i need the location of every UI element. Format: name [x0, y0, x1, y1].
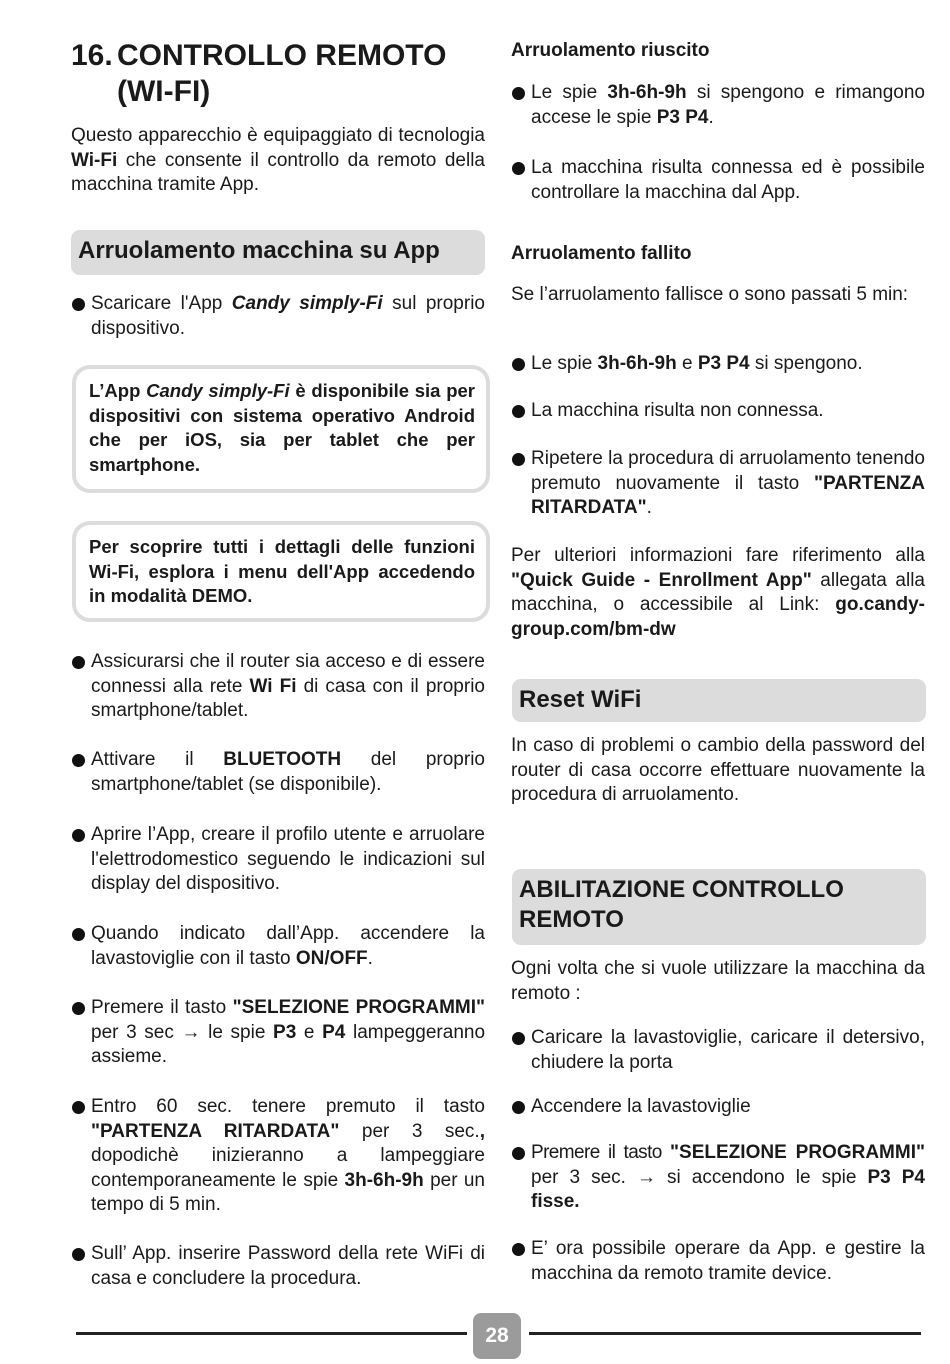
- bullet-failed-repeat: Ripetere la procedura di arruolamento tenendo premuto nuovamente il tasto "PARTENZA RITARDATA".: [511, 447, 925, 521]
- page-number: 28: [473, 1313, 521, 1359]
- more-info-paragraph: Per ulteriori informazioni fare riferimento alla "Quick Guide - Enrollment App" allegata alla macchina, o accessibile al Link: go.candy-group.com/bm-dw: [511, 545, 925, 640]
- footer-divider-left: [76, 1332, 467, 1335]
- bullet-password: Sull’ App. inserire Password della rete WiFi di casa e concludere la procedura.: [71, 1242, 485, 1291]
- arrow-right-icon: →: [636, 1166, 656, 1188]
- heading-failed: Arruolamento fallito: [511, 243, 692, 264]
- section-heading-enroll: Arruolamento macchina su App: [71, 230, 485, 275]
- bullet-delayed-start: Entro 60 sec. tenere premuto il tasto "PARTENZA RITARDATA" per 3 sec., dopodichè inizieranno a lampeggiare contemporaneamente le spie 3h-6h-9h per un tempo di 5 min.: [71, 1095, 485, 1218]
- failed-intro: Se l’arruolamento fallisce o sono passati 5 min:: [511, 284, 909, 305]
- bullet-router: Assicurarsi che il router sia acceso e di essere connessi alla rete Wi Fi di casa con il proprio smartphone/tablet.: [71, 650, 485, 724]
- intro-paragraph: Questo apparecchio è equipaggiato di tecnologia Wi-Fi che consente il controllo da remoto della macchina tramite App.: [71, 125, 485, 195]
- bullet-success-connected: La macchina risulta connessa ed è possibile controllare la macchina dal App.: [511, 156, 925, 205]
- arrow-right-icon: →: [181, 1021, 201, 1043]
- bullet-enable-select-program: Premere il tasto "SELEZIONE PROGRAMMI" per 3 sec. → si accendono le spie P3 P4 fisse.: [511, 1141, 925, 1215]
- enable-heading-line2: REMOTO: [519, 906, 624, 933]
- bullet-select-program: Premere il tasto "SELEZIONE PROGRAMMI" per 3 sec → le spie P3 e P4 lampeggeranno assieme.: [71, 996, 485, 1070]
- bullet-operate-app: E’ ora possibile operare da App. e gestire la macchina da remoto tramite device.: [511, 1237, 925, 1286]
- note-box-platforms: L’App Candy simply-Fi è disponibile sia per dispositivi con sistema operativo Android che per iOS, sia per tablet che per smartphone.: [72, 365, 490, 493]
- enable-intro: Ogni volta che si vuole utilizzare la macchina da remoto :: [511, 958, 925, 1004]
- title-line1: CONTROLLO REMOTO: [117, 39, 447, 72]
- enable-heading-line1: ABILITAZIONE CONTROLLO: [519, 876, 844, 903]
- section-number: 16.: [71, 39, 113, 72]
- guide-link[interactable]: go.candy-group.com/bm-dw: [511, 594, 925, 640]
- title-line2: (WI-FI): [117, 75, 211, 108]
- bullet-power-on: Quando indicato dall’App. accendere la lavastoviglie con il tasto ON/OFF.: [71, 922, 485, 971]
- bullet-success-lights: Le spie 3h-6h-9h si spengono e rimangono accese le spie P3 P4.: [511, 81, 925, 130]
- bullet-failed-lights: Le spie 3h-6h-9h e P3 P4 si spengono.: [511, 352, 925, 377]
- bullet-bluetooth: Attivare il BLUETOOTH del proprio smartphone/tablet (se disponibile).: [71, 748, 485, 797]
- section-heading-reset: Reset WiFi: [512, 679, 926, 722]
- bullet-open-app: Aprire l’App, creare il profilo utente e arruolare l'elettrodomestico seguendo le indicazioni sul display del dispositivo.: [71, 823, 485, 897]
- reset-paragraph: In caso di problemi o cambio della password del router di casa occorre effettuare nuovamente la procedura di arruolamento.: [511, 735, 925, 805]
- bullet-load-dishwasher: Caricare la lavastoviglie, caricare il detersivo, chiudere la porta: [511, 1026, 925, 1075]
- section-heading-enable-remote: [512, 869, 926, 945]
- bullet-switch-on: Accendere la lavastoviglie: [511, 1095, 925, 1120]
- bullet-failed-not-connected: La macchina risulta non connessa.: [511, 399, 925, 424]
- page-title: [71, 38, 485, 110]
- bullet-download-app: Scaricare l'App Candy simply-Fi sul proprio dispositivo.: [71, 292, 485, 341]
- note-box-demo: Per scoprire tutti i dettagli delle funzioni Wi-Fi, esplora i menu dell'App accedendo in modalità DEMO.: [72, 521, 490, 622]
- heading-success: Arruolamento riuscito: [511, 40, 710, 61]
- footer-divider-right: [529, 1332, 921, 1335]
